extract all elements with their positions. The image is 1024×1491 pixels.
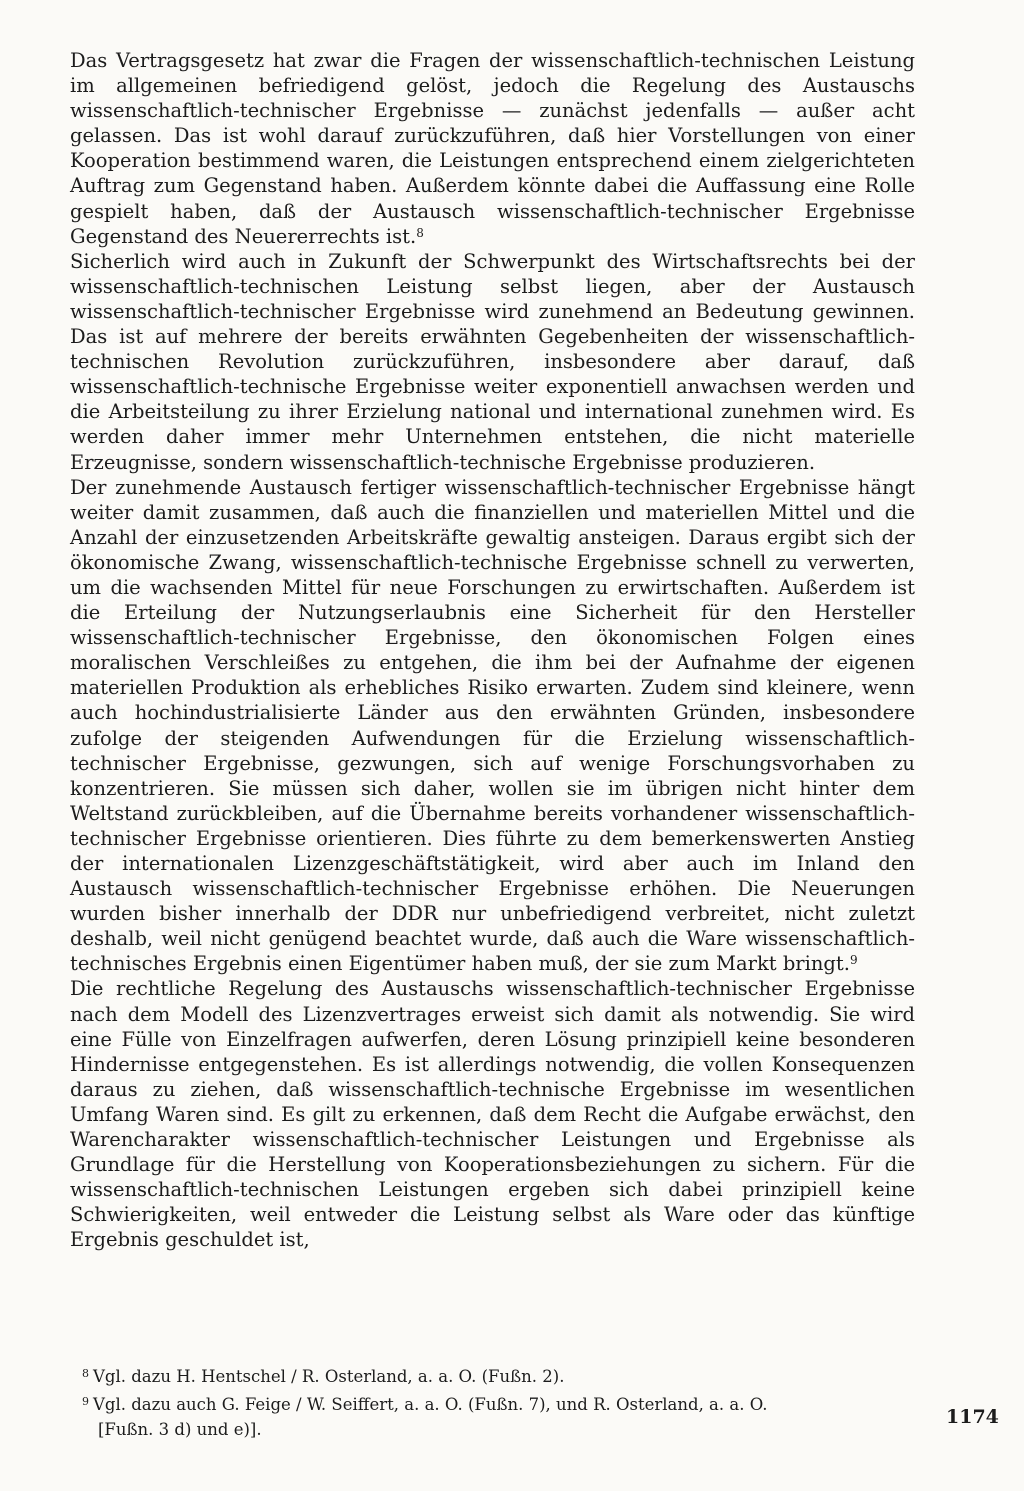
paragraph-text: Der zunehmende Austausch fertiger wissenschaftlich-technischer Ergebnisse hängt weiter damit zusammen, daß auch die finanziellen und materiellen Mittel und die Anzahl der einzusetzenden Arbeitskräfte gewaltig ansteigen. Daraus ergibt sich der ökonomische Zwang, wissenschaftlich-technische Ergebnisse schnell zu verwerten, um die wachsenden Mittel für neue Forschungen zu erwirtschaften. Außerdem ist die Erteilung der Nutzungserlaubnis eine Sicherheit für den Hersteller wissenschaftlich-technischer Ergebnisse, den ökonomischen Folgen eines moralischen Verschleißes zu entgehen, die ihm bei der Aufnahme der eigenen materiellen Produktion als erhebliches Risiko erwarten. Zudem sind kleinere, wenn auch hochindustrialisierte Länder aus den erwähnten Gründen, insbesondere zufolge der steigenden Aufwendungen für die Erzielung wissenschaftlich-technischer Ergebnisse, gezwungen, sich auf wenige Forschungsvorhaben zu konzentrieren. Sie müssen sich daher, wollen sie im übrigen nicht hinter dem Weltstand zurückbleiben, auf die Übernahme bereits vorhandener wissenschaftlich-technischer Ergebnisse orientieren. Dies führte zu dem bemerkenswerten Anstieg der internationalen Lizenzgeschäftstätigkeit, wird aber auch im Inland den Austausch wissenschaftlich-technischer Ergebnisse erhöhen. Die Neuerungen wurden bisher innerhalb der DDR nur unbefriedigend verbreitet, nicht zuletzt deshalb, weil nicht genügend beachtet wurde, daß auch die Ware wissenschaftlich-technisches Ergebnis einen Eigentümer haben muß, der sie zum Markt bringt. [70, 475, 915, 976]
paragraph-1 [70, 48, 915, 249]
footnote-number: 9 [82, 1395, 89, 1408]
body-text [70, 48, 915, 1253]
footnote-8 [82, 1361, 912, 1389]
footnote-text: Vgl. dazu H. Hentschel / R. Osterland, a. a. O. (Fußn. 2). [93, 1367, 565, 1386]
paragraph-3 [70, 475, 915, 977]
footnote-9 [82, 1389, 912, 1442]
page-body [70, 48, 915, 1253]
footnote-number: 8 [82, 1367, 89, 1380]
footnote-text-continued: [Fußn. 3 d) und e)]. [98, 1420, 262, 1439]
footnotes [82, 1361, 912, 1442]
footnote-text: Vgl. dazu auch G. Feige / W. Seiffert, a. a. O. (Fußn. 7), und R. Osterland, a. a. O. [93, 1395, 768, 1414]
footnote-ref-9: 9 [849, 953, 858, 968]
paragraph-text: Die rechtliche Regelung des Austauschs wissenschaftlich-technischer Ergebnisse nach dem Modell des Lizenzvertrages erweist sich damit als notwendig. Sie wird eine Fülle von Einzelfragen aufwerfen, deren Lösung prinzipiell keine besonderen Hindernisse entgegenstehen. Es ist allerdings notwendig, die vollen Konsequenzen daraus zu ziehen, daß wissenschaftlich-technische Ergebnisse im wesentlichen Umfang Waren sind. Es gilt zu erkennen, daß dem Recht die Aufgabe erwächst, den Warencharakter wissenschaftlich-technischer Leistungen und Ergebnisse als Grundlage für die Herstellung von Kooperationsbeziehungen zu sichern. Für die wissenschaftlich-technischen Leistungen ergeben sich dabei prinzipiell keine Schwierigkeiten, weil entweder die Leistung selbst als Ware oder das künftige Ergebnis geschuldet ist, [70, 977, 915, 1252]
paragraph-4 [70, 976, 915, 1252]
paragraph-2 [70, 249, 915, 475]
paragraph-text: Sicherlich wird auch in Zukunft der Schwerpunkt des Wirtschaftsrechts bei der wissenschaftlich-technischen Leistung selbst liegen, aber der Austausch wissenschaftlich-technischer Ergebnisse wird zunehmend an Bedeutung gewinnen. Das ist auf mehrere der bereits erwähnten Gegebenheiten der wissenschaftlich-technischen Revolution zurückzuführen, insbesondere aber darauf, daß wissenschaftlich-technische Ergebnisse weiter exponentiell anwachsen werden und die Arbeitsteilung zu ihrer Erzielung national und international zunehmen wird. Es werden daher immer mehr Unternehmen entstehen, die nicht materielle Erzeugnisse, sondern wissenschaftlich-technische Ergebnisse produzieren. [70, 249, 915, 474]
paragraph-text: Das Vertragsgesetz hat zwar die Fragen der wissenschaftlich-technischen Leistung im allgemeinen befriedigend gelöst, jedoch die Regelung des Austauschs wissenschaftlich-technischer Ergebnisse — zunächst jedenfalls — außer acht gelassen. Das ist wohl darauf zurückzuführen, daß hier Vorstellungen von einer Kooperation bestimmend waren, die Leistungen entsprechend einem zielgerichteten Auftrag zum Gegenstand haben. Außerdem könnte dabei die Auffassung eine Rolle gespielt haben, daß der Austausch wissenschaftlich-technischer Ergebnisse Gegenstand des Neuererrechts ist. [70, 49, 915, 248]
page-number: 1174 [946, 1406, 999, 1428]
footnote-ref-8: 8 [416, 225, 424, 240]
